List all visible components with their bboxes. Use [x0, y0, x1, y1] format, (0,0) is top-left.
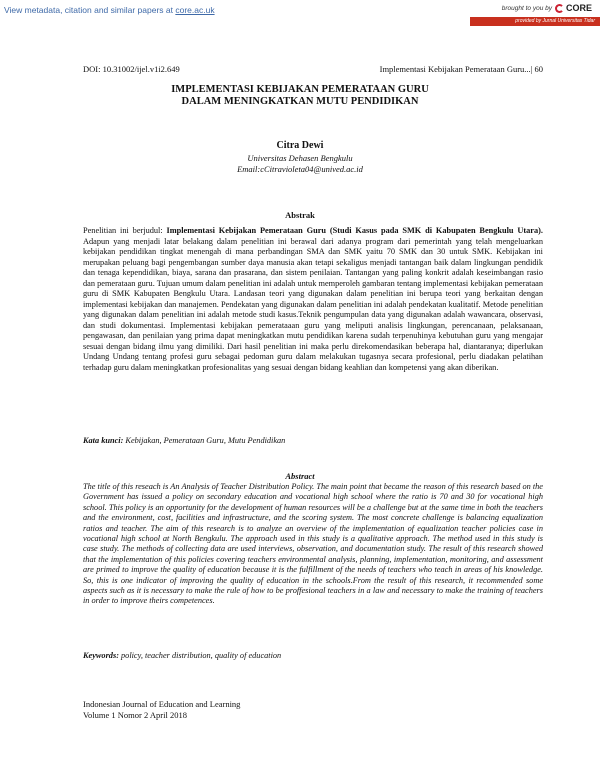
core-banner: [0, 0, 600, 26]
core-brought-by: [502, 3, 592, 13]
author-email: Email:cCitravioleta04@unived.ac.id: [237, 164, 363, 174]
kata-kunci-value: Kebijakan, Pemerataan Guru, Mutu Pendidikan: [123, 436, 286, 445]
page-header: [83, 64, 543, 74]
running-title: Implementasi Kebijakan Pemerataan Guru...| 60: [379, 64, 543, 74]
provided-by-bar: [470, 17, 600, 26]
keywords: [83, 651, 543, 660]
footer-volume: Volume 1 Nomor 2 April 2018: [83, 710, 187, 720]
title-line-1: IMPLEMENTASI KEBIJAKAN PEMERATAAN GURU: [171, 84, 429, 95]
abstrak-body: [83, 226, 543, 373]
abstrak-text: Adapun yang menjadi latar belakang dalam penelitian ini berawal dari adanya program dari pemerintah yang telah mengeluarkan kebijakan pendidikan tingkat menengah di mana perbandingan SMA dan SMK yaitu 70 SMK dan 30 untuk SMK. Kebijakan ini merupakan peluang bagi pengembangan sumber daya manusia akan tetapi sekaligus menjadi tantangan baik dalam lingkungan pendidik dan tenaga kependidikan, biaya, sarana dan prasarana, dan sistem penilaian. Tantangan yang paling konkrit adalah keseimbangan rasio dan pemerataan guru. Tujuan umum dalam penelitian ini adalah untuk memperoleh gambaran tentang implementasi kebijakan pemerataan guru di SMK Kabupaten Bengkulu Utara. Landasan teori yang digunakan dalam penelitian ini berupa teori yang berkaitan dengan implementasi kebijakan dan manajemen. Pendekatan yang digunakan dalam penelitian ini adalah pendekatan kualitatif. Metode penelitian yang digunakan dalam penelitian ini adalah metode studi kasus.Teknik pengumpulan data yang digunakan adalah wawancara, observasi, dan studi dokumentasi. Implementasi kebijakan pemerataaan guru yang meliputi analisis lingkungan, perencanaan, pelaksanaan, pengawasan, dan penilaian yang prima dapat meningkatkan mutu pendidikan karena sudah terpenuhinya kebutuhan guru yang mengajar sesuai dengan bidang ilmu yang dimiliki. Dari hasil penelitian ini maka perlu direkomendasikan beberapa hal, diantaranya; diperlukan Undang Undang tentang profesi guru sebagai pedoman guru dalam melakukan tugasnya secara profesional, perlu diadakan pelatihan terhadap guru dalam meningkatkan profesionalitas yang sesuai dengan bidang keahlian dan kompetensi yang akan diberikan.: [83, 236, 543, 372]
keywords-value: policy, teacher distribution, quality of education: [118, 651, 282, 660]
keywords-label: Keywords:: [83, 651, 119, 660]
core-logo-icon: [555, 4, 564, 13]
abstrak-lead: Penelitian ini berjudul:: [83, 226, 167, 235]
paper-title: [0, 84, 600, 108]
brought-by-text: brought to you by: [501, 4, 552, 12]
core-metadata-link-text[interactable]: [4, 5, 215, 15]
title-line-2: DALAM MENINGKATKAN MUTU PENDIDIKAN: [181, 96, 419, 107]
author-name: Citra Dewi: [276, 140, 324, 151]
kata-kunci-label: Kata kunci:: [83, 436, 124, 445]
core-link[interactable]: core.ac.uk: [175, 5, 215, 15]
page-footer: [83, 699, 383, 721]
core-metadata-prefix: View metadata, citation and similar papers at: [4, 5, 176, 15]
abstract-body: The title of this reseach is An Analysis of Teacher Distribution Policy. The main point that became the reason of this research based on the Government has issued a policy on secondary education and vocational high school where the ratio is 70 and 30 for vocational high school. This policy is an opportunity for the development of human resources will be a challenge but at the same time in both the teachers and the environment, cost, facilities and infrastructure, and the scoring system. The most concrete challenge is balancing equalization ratios and teacher. The aim of this research is to analyze an overview of the implementation of equalization teacher policies case in vocational high school at North Bengkulu. The approach used in this study is a qualitative approach. The method used in this study is case study. The methods of collecting data are used interviews, observation, and documentation study. The result of this research showed that the implementation of this policies covering teachers environmental analysis, planning, implementation, monitoring, and assessment are primed to improve the quality of education because it is the fulfillment of the needs of teachers who teach in areas of his knowledge. So, this is one indicator of improving the quality of education in the schools.From the result of this research, it recommended some aspects such as it is necessary to make the rule of how to be proffesional teachers in a law and necessary to make the training of teachers in order to improve theirs competences.: [83, 482, 543, 606]
author-affiliation: Universitas Dehasen Bengkulu: [247, 153, 353, 163]
abstrak-bold-title: Implementasi Kebijakan Pemerataan Guru (Studi Kasus pada SMK di Kabupaten Bengkulu Utara).: [166, 226, 543, 235]
provided-by-text: provided by Jurnal Universitas Tidar: [515, 18, 595, 24]
kata-kunci: [83, 436, 543, 445]
footer-journal: Indonesian Journal of Education and Learning: [83, 699, 241, 709]
core-logo[interactable]: [555, 3, 592, 13]
abstrak-heading: Abstrak: [285, 210, 315, 220]
author-affiliation-block: [0, 153, 600, 175]
abstract-heading: Abstract: [285, 471, 315, 481]
core-logo-label: CORE: [565, 3, 592, 13]
doi: DOI: 10.31002/ijel.v1i2.649: [83, 64, 180, 74]
